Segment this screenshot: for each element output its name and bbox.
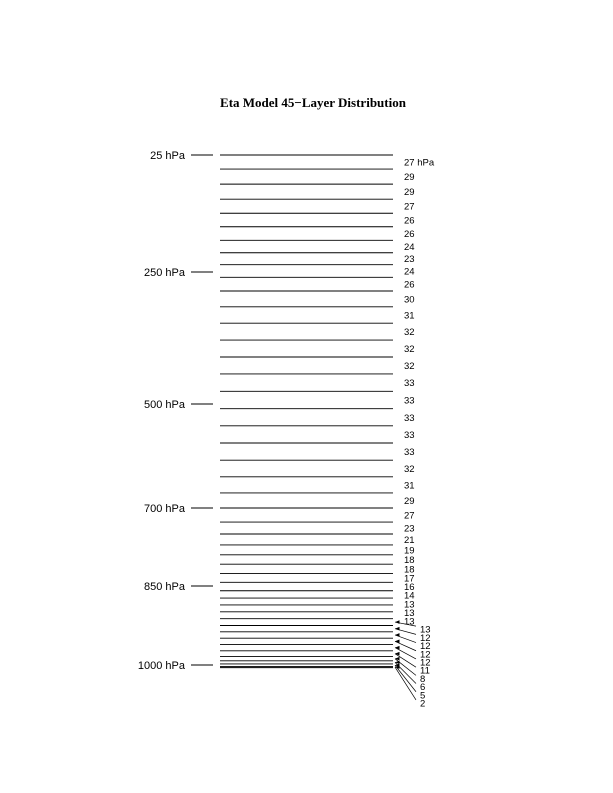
thickness-label: 33 xyxy=(404,447,415,459)
thickness-label: 33 xyxy=(404,412,415,424)
thickness-label: 18 xyxy=(404,564,415,576)
thickness-label: 23 xyxy=(404,523,415,535)
thickness-label: 12 xyxy=(420,632,431,644)
thickness-label: 32 xyxy=(404,344,415,356)
figure-title: Eta Model 45−Layer Distribution xyxy=(220,95,406,110)
thickness-label: 27 xyxy=(404,510,415,522)
thickness-label: 26 xyxy=(404,279,415,291)
thickness-label: 29 xyxy=(404,495,415,507)
leader-arrowhead xyxy=(395,657,400,661)
thickness-label: 32 xyxy=(404,360,415,372)
pressure-label: 700 hPa xyxy=(144,503,185,515)
thickness-label: 13 xyxy=(420,624,431,636)
pressure-label: 1000 hPa xyxy=(137,660,185,672)
thickness-label: 17 xyxy=(404,573,415,585)
thickness-label: 23 xyxy=(404,254,415,266)
leader-arrowhead xyxy=(395,661,400,665)
thickness-label: 12 xyxy=(420,649,431,661)
thickness-label: 12 xyxy=(420,657,431,669)
thickness-label: 21 xyxy=(404,534,415,546)
leader-line xyxy=(395,667,416,700)
thickness-label: 26 xyxy=(404,215,415,227)
leader-arrowhead xyxy=(395,620,400,624)
thickness-labels xyxy=(395,158,435,710)
thickness-label: 5 xyxy=(420,690,426,702)
pressure-ticks xyxy=(138,150,213,672)
thickness-label: 29 xyxy=(404,172,415,184)
thickness-label: 2 xyxy=(420,698,426,710)
thickness-label: 32 xyxy=(404,327,415,339)
thickness-label: 18 xyxy=(404,554,415,566)
thickness-label: 12 xyxy=(420,641,431,653)
thickness-label: 24 xyxy=(404,266,415,278)
thickness-label: 14 xyxy=(404,590,415,602)
thickness-label: 31 xyxy=(404,310,415,322)
pressure-label: 500 hPa xyxy=(144,399,185,411)
thickness-label: 13 xyxy=(404,599,415,611)
leader-line xyxy=(395,665,416,691)
thickness-label: 33 xyxy=(404,378,415,390)
thickness-label: 31 xyxy=(404,480,415,492)
pressure-label: 250 hPa xyxy=(144,267,185,279)
leader-arrowhead xyxy=(395,633,400,637)
thickness-label: 6 xyxy=(420,682,426,694)
thickness-label: 19 xyxy=(404,545,415,557)
thickness-label: 33 xyxy=(404,429,415,441)
pressure-label: 850 hPa xyxy=(144,581,185,593)
thickness-label: 27 xyxy=(404,201,415,213)
thickness-label: 32 xyxy=(404,463,415,475)
pressure-label: 25 hPa xyxy=(150,150,185,162)
layer-interfaces xyxy=(220,155,393,668)
thickness-label: 13 xyxy=(404,616,415,628)
leader-arrowhead xyxy=(395,627,400,631)
thickness-label: 30 xyxy=(404,294,415,306)
thickness-label: 24 xyxy=(404,242,415,254)
thickness-label: 27 hPa xyxy=(404,157,435,169)
thickness-label: 26 xyxy=(404,229,415,241)
thickness-label: 29 xyxy=(404,187,415,199)
thickness-label: 16 xyxy=(404,582,415,594)
thickness-label: 13 xyxy=(404,607,415,619)
thickness-label: 33 xyxy=(404,395,415,407)
thickness-label: 8 xyxy=(420,673,426,685)
thickness-label: 11 xyxy=(420,665,430,677)
